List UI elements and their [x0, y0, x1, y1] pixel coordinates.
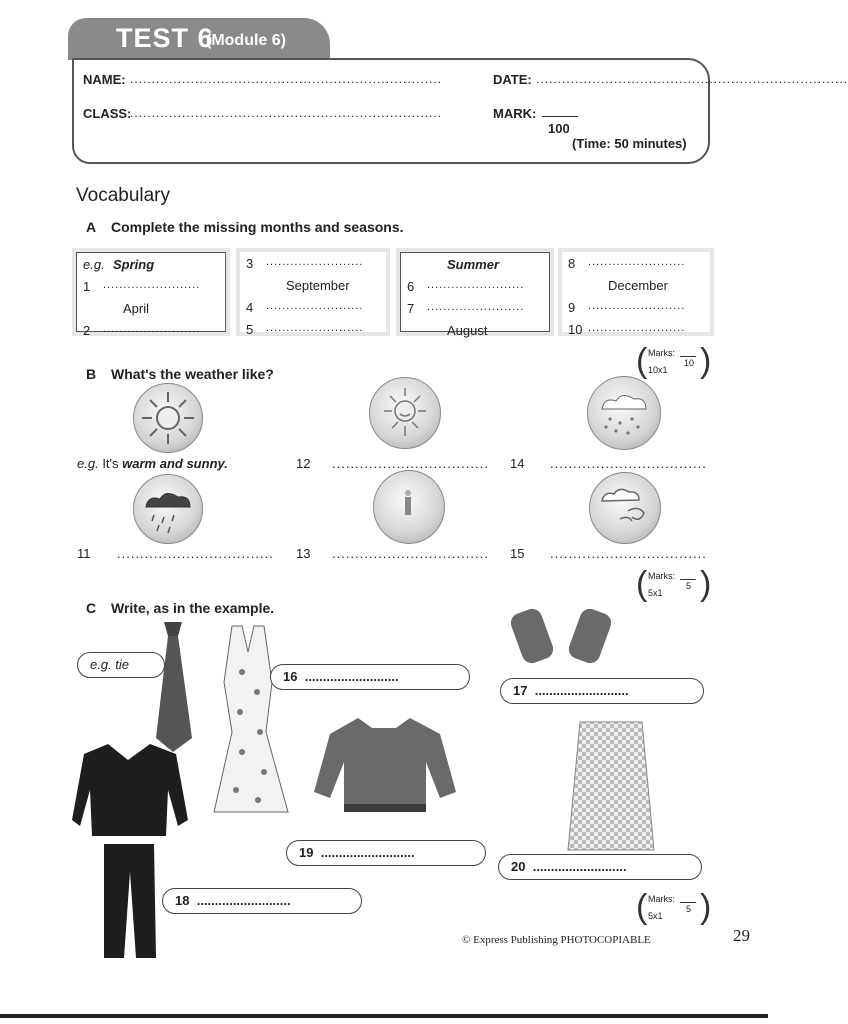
month-answer-line[interactable]: ........................ [103, 323, 201, 335]
date-label: DATE: [493, 72, 532, 87]
month-label: August [447, 323, 488, 338]
exercise-c-instruction: Write, as in the example. [111, 600, 275, 616]
month-answer-line[interactable]: ........................ [588, 300, 686, 312]
month-row-number: 6 [407, 279, 415, 294]
marks-total: 5 [686, 581, 692, 591]
month-row-number: 5 [246, 322, 254, 337]
windy-icon [589, 472, 661, 544]
marks-box-a: ( Marks: 10x1 10 ) [636, 342, 712, 380]
test-title: TEST 6 [116, 23, 214, 53]
exercise-a-instruction: Complete the missing months and seasons. [111, 219, 404, 235]
dress-image [202, 622, 294, 820]
month-label: Summer [447, 257, 500, 272]
name-field[interactable]: ........................................................................ [130, 72, 443, 86]
month-row-number: e.g. [83, 257, 105, 272]
clothes-item-16[interactable]: 16 .......................... [270, 664, 470, 690]
exercise-a-letter: A [86, 219, 97, 235]
clothes-item-17[interactable]: 17 .......................... [500, 678, 704, 704]
months-table-4 [558, 248, 714, 336]
module-label: (Module 6) [206, 32, 286, 49]
weather-item-15-line[interactable]: .................................. [550, 546, 707, 561]
sunny-icon [133, 383, 203, 453]
mark-fraction-line [542, 116, 578, 117]
clothes-item-18[interactable]: 18 .......................... [162, 888, 362, 914]
month-answer-line[interactable]: ........................ [266, 256, 364, 268]
clothes-item-20[interactable]: 20 .......................... [498, 854, 702, 880]
bottom-rule [0, 1014, 768, 1018]
page-number: 29 [733, 926, 750, 945]
mark-total: 100 [548, 121, 570, 136]
weather-item-11-number: 11 [77, 546, 91, 561]
exercise-b-instruction: What's the weather like? [111, 366, 274, 382]
skirt-image [566, 720, 656, 852]
month-row-number: 4 [246, 300, 254, 315]
month-answer-line[interactable]: ........................ [588, 322, 686, 334]
marks-box-b: ( Marks: 5x1 5 ) [636, 565, 712, 603]
month-answer-line[interactable]: ........................ [588, 256, 686, 268]
section-title-vocabulary: Vocabulary [76, 185, 171, 206]
name-label: NAME: [83, 72, 126, 87]
month-label: September [286, 278, 350, 293]
trousers-image [100, 842, 160, 960]
month-answer-line[interactable]: ........................ [266, 322, 364, 334]
mark-label: MARK: [493, 106, 537, 121]
time-label: (Time: 50 minutes) [572, 136, 687, 151]
months-table-3 [396, 248, 554, 336]
month-row-number: 9 [568, 300, 576, 315]
rainy-icon [133, 474, 203, 544]
gloves-image [508, 604, 618, 666]
marks-formula: 5x1 [648, 911, 663, 921]
exercise-c-letter: C [86, 600, 97, 616]
months-table-1 [72, 248, 230, 336]
month-label: April [123, 301, 150, 316]
marks-formula: 10x1 [648, 365, 668, 375]
weather-item-13-line[interactable]: .................................. [332, 546, 489, 561]
month-answer-line[interactable]: ........................ [266, 300, 364, 312]
weather-item-11-line[interactable]: .................................. [117, 546, 274, 561]
test-title-tab [68, 18, 330, 60]
month-row-number: 3 [246, 256, 254, 271]
month-row-number: 2 [83, 323, 91, 338]
month-answer-line[interactable]: ........................ [427, 301, 525, 313]
month-label: December [608, 278, 668, 293]
marks-label: Marks: [648, 894, 675, 904]
month-row-number: 7 [407, 301, 415, 316]
tie-image [150, 620, 196, 755]
weather-item-12-line[interactable]: .................................. [332, 456, 489, 471]
marks-label: Marks: [648, 348, 675, 358]
month-answer-line[interactable]: ........................ [103, 279, 201, 291]
date-field[interactable]: ........................................................................ [536, 72, 848, 86]
marks-label: Marks: [648, 571, 675, 581]
class-label: CLASS: [83, 106, 132, 121]
class-field[interactable]: ........................................................................ [130, 106, 443, 120]
snowy-icon [587, 376, 661, 450]
weather-item-14-number: 14 [510, 456, 525, 471]
weather-item-13-number: 13 [296, 546, 311, 561]
weather-item-15-number: 15 [510, 546, 525, 561]
month-answer-line[interactable]: ........................ [427, 279, 525, 291]
weather-item-12-number: 12 [296, 456, 311, 471]
marks-formula: 5x1 [648, 588, 663, 598]
jumper-image [310, 712, 460, 818]
marks-total: 5 [686, 904, 692, 914]
marks-box-c: ( Marks: 5x1 5 ) [636, 888, 712, 926]
exercise-b-letter: B [86, 366, 97, 382]
foggy-icon [373, 470, 445, 544]
month-row-number: 1 [83, 279, 91, 294]
clothes-item-19[interactable]: 19 .......................... [286, 840, 486, 866]
month-row-number: 8 [568, 256, 576, 271]
clothes-example-label: e.g. tie [77, 652, 165, 678]
copyright-notice: © Express Publishing PHOTOCOPIABLE [462, 934, 651, 946]
month-label: Spring [113, 257, 155, 272]
month-row-number: 10 [568, 322, 583, 337]
marks-total: 10 [684, 358, 695, 368]
weather-example: e.g. It's warm and sunny. [77, 456, 228, 471]
weather-item-14-line[interactable]: .................................. [550, 456, 707, 471]
jacket-image [70, 740, 190, 840]
sun-face-icon [369, 377, 441, 449]
months-table-2 [236, 248, 390, 336]
